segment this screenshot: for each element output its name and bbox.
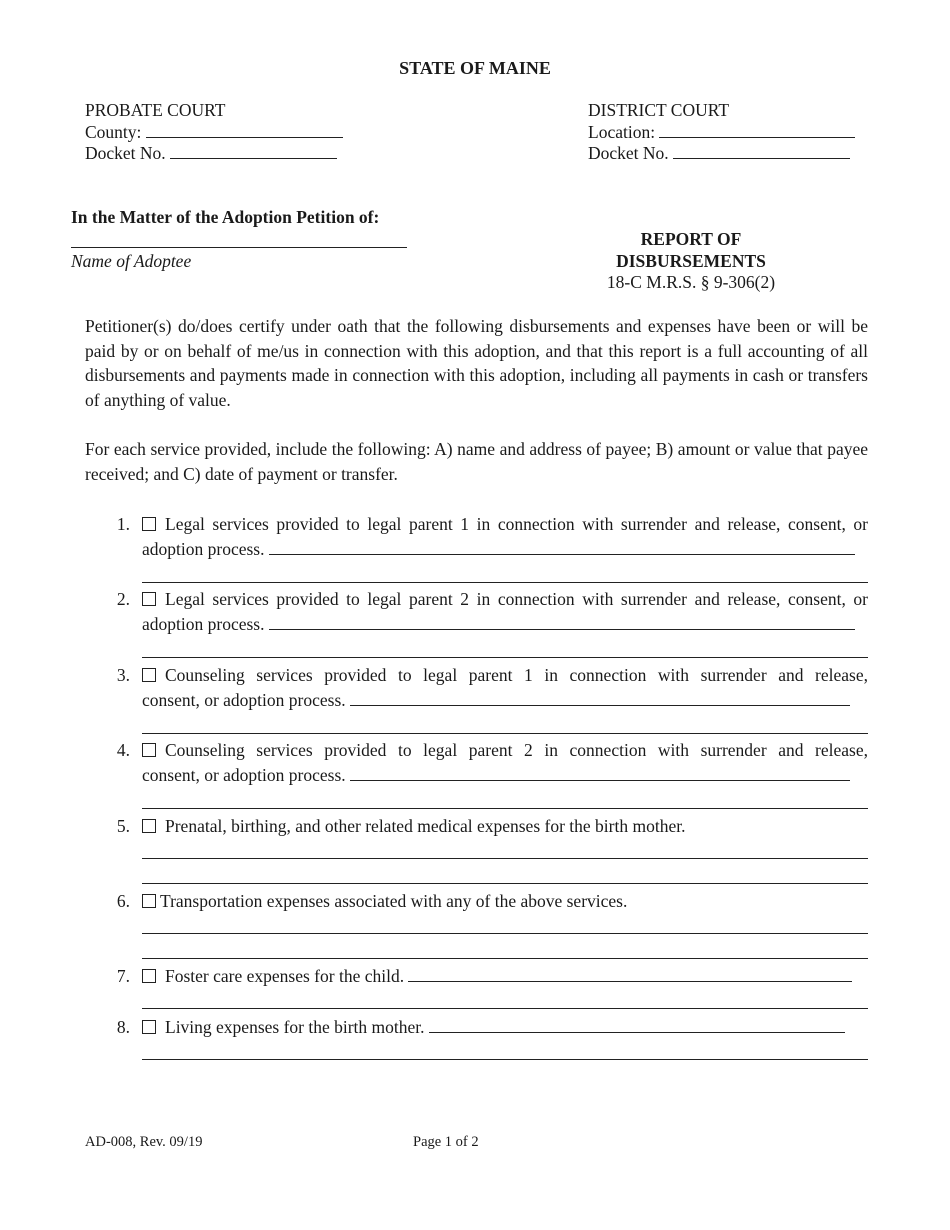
item-4-line1: Counseling services provided to legal parent 2 in connection with surrender and release,	[165, 740, 868, 760]
item-7-field[interactable]	[408, 967, 852, 982]
item-4-line2: consent, or adoption process.	[142, 765, 346, 785]
docket-label-right: Docket No.	[588, 143, 669, 163]
adoptee-name-field[interactable]	[71, 247, 407, 248]
item-6-number: 6.	[116, 891, 130, 911]
docket-field-right[interactable]	[673, 144, 850, 159]
instructions-paragraph: For each service provided, include the following: A) name and address of payee; B) amount or value that payee received; and C) date of payment or transfer.	[85, 439, 868, 484]
item-2-line2: adoption process.	[142, 614, 265, 634]
item-8-checkbox[interactable]	[142, 1020, 156, 1034]
item-5-line-b[interactable]	[142, 883, 868, 884]
item-8-extra-line[interactable]	[142, 1059, 868, 1060]
location-field[interactable]	[659, 123, 855, 138]
item-1-number: 1.	[116, 514, 130, 534]
report-statute: 18-C M.R.S. § 9-306(2)	[606, 272, 776, 292]
item-4-number: 4.	[116, 740, 130, 760]
item-4	[142, 738, 868, 788]
item-7	[142, 964, 868, 989]
probate-court-label: PROBATE COURT	[85, 100, 226, 120]
report-title-block	[588, 229, 794, 294]
item-2-extra-line[interactable]	[142, 657, 868, 658]
item-1-extra-line[interactable]	[142, 582, 868, 583]
item-2-line1: Legal services provided to legal parent 2 in connection with surrender and release, consent, or	[165, 589, 868, 609]
county-field[interactable]	[146, 123, 343, 138]
item-5-number: 5.	[116, 816, 130, 836]
item-1-field[interactable]	[269, 540, 855, 555]
district-court-block	[588, 100, 855, 165]
report-title-line1: REPORT OF	[640, 229, 742, 249]
item-3-line1: Counseling services provided to legal parent 1 in connection with surrender and release,	[165, 665, 868, 685]
item-3-extra-line[interactable]	[142, 733, 868, 734]
item-4-checkbox[interactable]	[142, 743, 156, 757]
item-2-checkbox[interactable]	[142, 592, 156, 606]
item-5-checkbox[interactable]	[142, 819, 156, 833]
item-8-field[interactable]	[429, 1018, 845, 1033]
item-4-extra-line[interactable]	[142, 808, 868, 809]
location-label: Location:	[588, 121, 656, 142]
item-3	[142, 663, 868, 713]
item-2-field[interactable]	[269, 615, 855, 630]
item-8	[142, 1015, 868, 1040]
item-6	[142, 889, 868, 914]
item-7-checkbox[interactable]	[142, 969, 156, 983]
item-5-line-a[interactable]	[142, 858, 868, 859]
matter-heading: In the Matter of the Adoption Petition of:	[71, 207, 380, 227]
district-court-label: DISTRICT COURT	[588, 100, 730, 120]
probate-court-block	[85, 100, 343, 165]
item-1-checkbox[interactable]	[142, 517, 156, 531]
item-8-number: 8.	[116, 1017, 130, 1037]
item-1	[142, 512, 868, 562]
item-8-line1: Living expenses for the birth mother.	[165, 1017, 425, 1037]
item-6-line1: Transportation expenses associated with any of the above services.	[160, 891, 628, 911]
certification-paragraph: Petitioner(s) do/does certify under oath that the following disbursements and expenses have been or will be paid by or on behalf of me/us in connection with this adoption, and that this report is a full accounting of all disbursements and payments made in connection with this adoption, including all payments in cash or transfers of anything of value.	[85, 316, 868, 410]
item-7-extra-line[interactable]	[142, 1008, 868, 1009]
page-number: Page 1 of 2	[413, 1134, 479, 1150]
item-1-line2: adoption process.	[142, 539, 265, 559]
state-title: STATE OF MAINE	[399, 58, 551, 78]
item-1-line1: Legal services provided to legal parent 1 in connection with surrender and release, consent, or	[165, 514, 868, 534]
item-2-number: 2.	[116, 589, 130, 609]
item-6-line-a[interactable]	[142, 933, 868, 934]
adoptee-label: Name of Adoptee	[71, 251, 192, 271]
item-4-field[interactable]	[350, 766, 850, 781]
item-7-number: 7.	[116, 966, 130, 986]
item-6-line-b[interactable]	[142, 958, 868, 959]
docket-label-left: Docket No.	[85, 143, 166, 163]
item-5-line1: Prenatal, birthing, and other related medical expenses for the birth mother.	[165, 816, 686, 836]
item-3-checkbox[interactable]	[142, 668, 156, 682]
item-2	[142, 587, 868, 637]
docket-field-left[interactable]	[170, 144, 337, 159]
item-6-checkbox[interactable]	[142, 894, 156, 908]
form-id: AD-008, Rev. 09/19	[85, 1134, 203, 1150]
county-label: County:	[85, 121, 142, 142]
item-5	[142, 814, 868, 839]
item-3-field[interactable]	[350, 691, 850, 706]
item-7-line1: Foster care expenses for the child.	[165, 966, 405, 986]
item-3-line2: consent, or adoption process.	[142, 690, 346, 710]
report-title-line2: DISBURSEMENTS	[616, 250, 766, 271]
item-3-number: 3.	[116, 665, 130, 685]
